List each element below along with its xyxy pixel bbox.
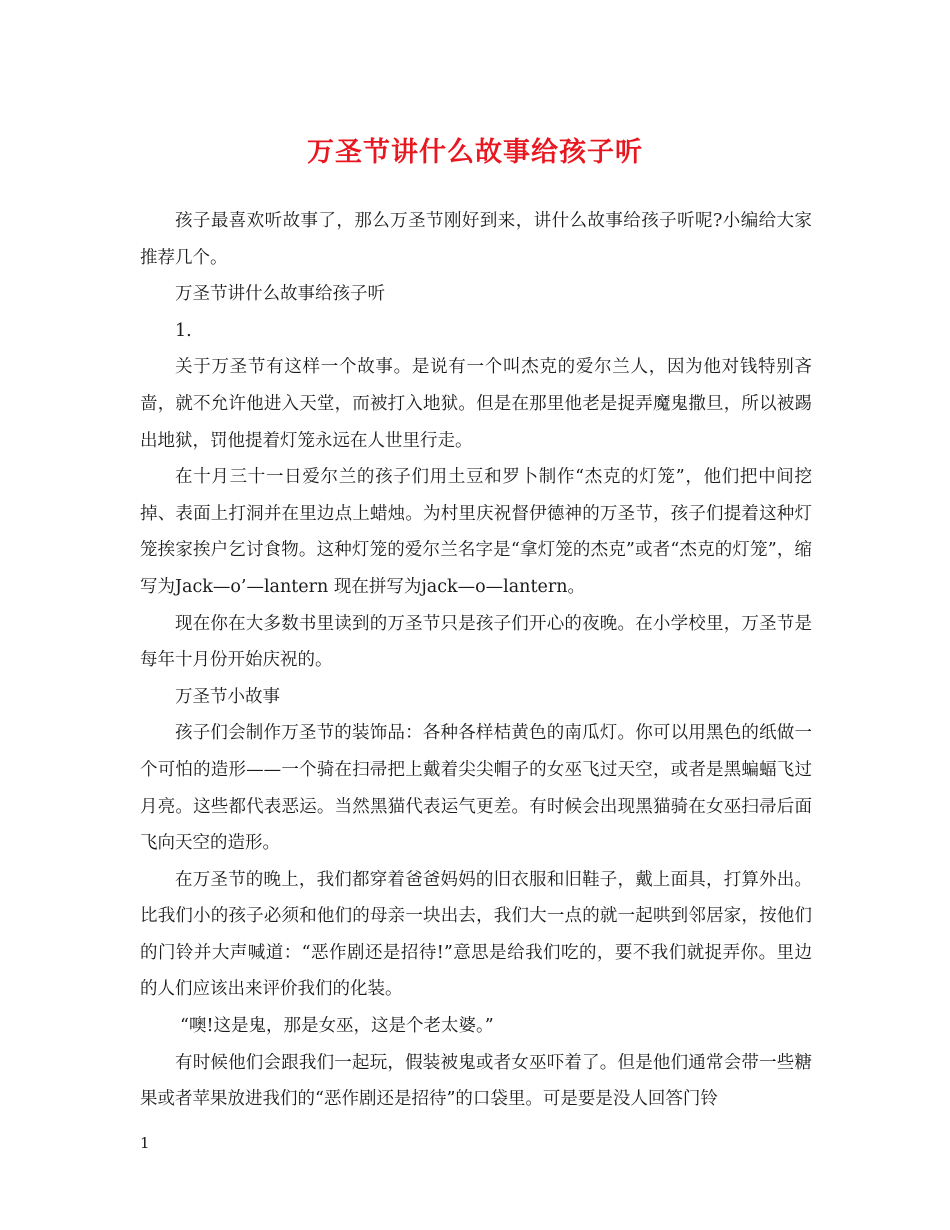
document-body — [140, 203, 812, 1118]
document-title: 万圣节讲什么故事给孩子听 — [307, 137, 643, 168]
paragraph-school: 现在你在大多数书里读到的万圣节只是孩子们开心的夜晚。在小学校里，万圣节是每年十月份开始庆祝的。 — [140, 613, 812, 671]
section-heading-stories: 万圣节讲什么故事给孩子听 — [175, 284, 385, 305]
paragraph-lantern: 在十月三十一日爱尔兰的孩子们用土豆和罗卜制作“杰克的灯笼”，他们把中间挖掉、表面上打洞并在里边点上蜡烛。为村里庆祝督伊德神的万圣节，孩子们提着这种灯笼挨家挨户乞讨食物。这种灯笼的爱尔兰名字是“拿灯笼的杰克”或者“杰克的灯笼”，缩写为Jack—o’—lantern 现在拼写为jack—o—lantern。 — [140, 467, 812, 597]
paragraph-jack-story: 关于万圣节有这样一个故事。是说有一个叫杰克的爱尔兰人，因为他对钱特别吝啬，就不允许他进入天堂，而被打入地狱。但是在那里他老是捉弄魔鬼撒旦，所以被踢出地狱，罚他提着灯笼永远在人世里行走。 — [140, 357, 812, 451]
section-heading-short-story: 万圣节小故事 — [175, 686, 280, 707]
page-number: 1 — [140, 1134, 150, 1152]
paragraph-decorations: 孩子们会制作万圣节的装饰品：各种各样桔黄色的南瓜灯。你可以用黑色的纸做一个可怕的造形——一个骑在扫帚把上戴着尖尖帽子的女巫飞过天空，或者是黑蝙蝠飞过月亮。这些都代表恶运。当然黑猫代表运气更差。有时候会出现黑猫骑在女巫扫帚后面飞向天空的造形。 — [140, 723, 812, 854]
paragraph-treats: 有时候他们会跟我们一起玩，假装被鬼或者女巫吓着了。但是他们通常会带一些糖果或者苹果放进我们的“恶作剧还是招待”的口袋里。可是要是没人回答门铃 — [140, 1052, 812, 1110]
paragraph-intro: 孩子最喜欢听故事了，那么万圣节刚好到来，讲什么故事给孩子听呢?小编给大家推荐几个。 — [140, 211, 812, 268]
paragraph-quote: “噢!这是鬼，那是女巫，这是个老太婆。” — [180, 1016, 494, 1037]
list-number: 1. — [175, 320, 192, 341]
paragraph-halloween-night: 在万圣节的晚上，我们都穿着爸爸妈妈的旧衣服和旧鞋子，戴上面具，打算外出。比我们小的孩子必须和他们的母亲一块出去，我们大一点的就一起哄到邻居家，按他们的门铃并大声喊道：“恶作剧还是招待!”意思是给我们吃的，要不我们就捉弄你。里边的人们应该出来评价我们的化装。 — [140, 869, 812, 1000]
